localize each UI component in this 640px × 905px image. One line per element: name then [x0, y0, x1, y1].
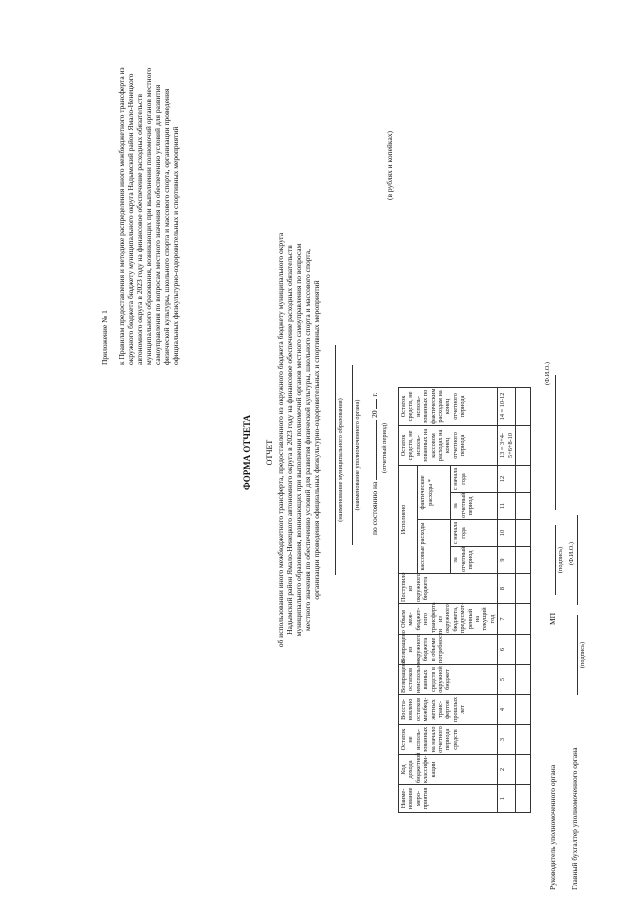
col-num: 2: [498, 755, 516, 785]
appendix-block: [100, 65, 180, 365]
header-actual-period: за отчетный период: [451, 493, 498, 520]
header-c4: Восста-новлено остатков межбюд-жетных транс-фертов прошлых лет: [399, 695, 498, 725]
header-actual-ytd: с начала года: [451, 465, 498, 492]
authorized-body-caption: (наименование уполномоченного органа): [354, 399, 361, 511]
head-signature-label: Руководитель уполномоченного органа: [548, 764, 557, 890]
accountant-name-caption: (Ф.И.О.): [568, 542, 575, 565]
units-label: (в рублях и копейках): [385, 130, 394, 200]
header-c6: Возвращено из окружного бюджета в объеме потребности: [399, 635, 498, 665]
header-c5: Возвращено остатков неиспользо-ванных средств в окружной бюджет: [399, 665, 498, 695]
date-year-prefix: 20: [370, 410, 379, 418]
header-c13: Остаток средств, не исполь-зованных на кассовом расходах на конец отчетного периода: [399, 425, 498, 465]
form-title: ФОРМА ОТЧЕТА: [242, 414, 252, 491]
accountant-sign-caption: (подпись): [579, 641, 586, 669]
column-number-row: [498, 387, 516, 812]
year-blank: [376, 399, 377, 409]
accountant-sign-line: [577, 615, 578, 695]
col-num: 7: [498, 604, 516, 635]
header-c8: Поступило из окружного бюджета: [399, 574, 498, 604]
header-c2: Код дохода бюджетной классифи-кации: [399, 755, 498, 785]
header-cash-period: за отчетный период: [451, 547, 498, 574]
col-num: 13 = 3+4-5+6+8-10: [498, 425, 516, 465]
header-c7: Объем меж-бюджет-ного трансферта из окружного бюджета, предусмот-ренный на текущий год: [400, 602, 496, 633]
header-c14: Остаток средств, не исполь-зованных по фактическим расходам на конец отчетного периода: [399, 387, 498, 425]
accountant-signature-label: Главный бухгалтер уполномоченного органа: [570, 747, 579, 890]
date-caption: (отчетный период): [381, 422, 388, 473]
col-num: 6: [498, 635, 516, 665]
stamp-label: МП: [548, 612, 557, 625]
col-num: 8: [498, 574, 516, 604]
col-num: 14 = 10-12: [498, 387, 516, 425]
col-num: 4: [498, 695, 516, 725]
table-row: [516, 387, 531, 812]
header-spent: Исполнено: [399, 465, 418, 573]
municipality-caption: (наименование муниципального образования): [337, 398, 344, 522]
report-table: [398, 387, 531, 813]
head-name-line: [555, 375, 556, 510]
date-blank: [376, 420, 377, 480]
header-actual: фактические расходы *: [418, 465, 451, 519]
date-prefix: по состоянию на: [370, 481, 379, 535]
header-cash: кассовые расходы: [418, 520, 451, 574]
header-row-1: [399, 387, 418, 812]
col-num: 5: [498, 665, 516, 695]
header-c3: Остаток не исполь-зованных на начало отчетного периода средств: [399, 725, 498, 755]
head-name-caption: (Ф.И.О.): [544, 362, 551, 385]
col-num: 10: [498, 520, 516, 547]
col-num: 3: [498, 725, 516, 755]
header-c1: Наиме-нование меро-приятия: [399, 785, 498, 813]
head-sign-caption: (подпись): [557, 546, 564, 574]
col-num: 1: [498, 785, 516, 813]
authorized-body-line: [352, 365, 353, 545]
report-word: ОТЧЕТ: [265, 439, 274, 466]
col-num: 12: [498, 465, 516, 492]
date-line: [370, 335, 379, 535]
accountant-name-line: [577, 515, 578, 605]
col-num: 11: [498, 493, 516, 520]
date-year-suffix: г.: [370, 392, 379, 397]
col-num: 9: [498, 547, 516, 574]
appendix-text: к Правилам предоставления и методике распределения иного межбюджетного трансферта из окружного бюджета бюджету муниципального округа Надымский район Ямало-Ненецкого автономного округа в 2023 году на финансовое обеспечение расходных обязательств муниципального образования, возникающих при выполнении полномочий органов местного самоуправления по вопросам местного значения по обеспечению условий для развития физической культуры, школьного спорта и массового спорта, организации проведения официальных физкультурно-оздоровительных и спортивных мероприятий: [117, 67, 180, 365]
municipality-line: [335, 345, 336, 575]
report-subject: об использовании иного межбюджетного трансферта, предоставленного из окружного бюджета бюджету муниципального округа Надымский район Ямало-Ненецкого автономного округа в 2023 году на финансовое обеспечение расходных обязательств муниципального образования, возникающих при выполнении полномочий органов местного самоуправления по вопросам местного значения по обеспечению условий для развития физической культуры, школьного спорта и массового спорта, организации проведения официальных физкультурно-оздоровительных и спортивных мероприятий: [276, 232, 321, 648]
head-sign-line: [555, 525, 556, 595]
appendix-title: Приложение № 1: [100, 310, 109, 365]
header-cash-ytd: с начала года: [451, 520, 498, 547]
